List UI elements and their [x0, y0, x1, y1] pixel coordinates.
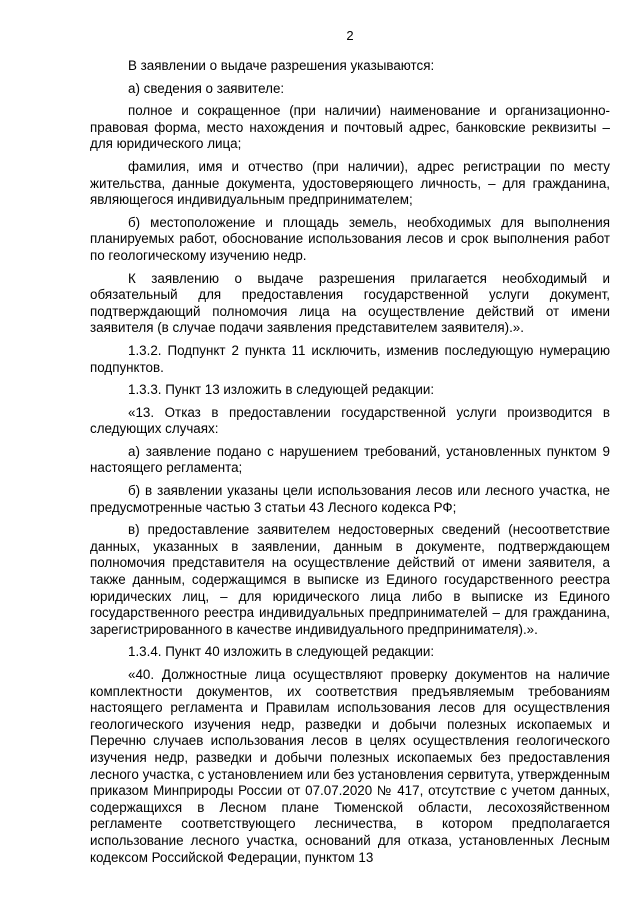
paragraph-refusal-cases: «13. Отказ в предоставлении государственной услуги производится в следующих случаях:	[90, 404, 610, 437]
paragraph-attached-document: К заявлению о выдаче разрешения прилагается необходимый и обязательный для предоставления государственной услуги документ, подтверждающий полномочия лица на осуществление действий от имени заявителя (в случае подачи заявления представителем заявителя).».	[90, 270, 610, 336]
paragraph-location-area: б) местоположение и площадь земель, необходимых для выполнения планируемых работ, обоснование использования лесов и срок выполнения работ по геологическому изучению недр.	[90, 214, 610, 263]
paragraph-refusal-c: в) предоставление заявителем недостоверных сведений (несоответствие данных, указанных в заявлении, данным в документе, подтверждающем полномочия представителя на осуществление действий от имени заявителя, а также данным, содержащимся в выписке из Единого государственного реестра юридических лиц, – для юридического лица либо в выписке из Единого государственного реестра индивидуальных предпринимателей – для гражданина, зарегистрированного в качестве индивидуального предпринимателя).».	[90, 522, 610, 637]
page-number: 2	[346, 28, 354, 43]
paragraph-1-3-2: 1.3.2. Подпункт 2 пункта 11 исключить, изменив последующую нумерацию подпунктов.	[90, 342, 610, 375]
paragraph-refusal-a: а) заявление подано с нарушением требований, установленных пунктом 9 настоящего регламента;	[90, 443, 610, 476]
paragraph-1-3-3: 1.3.3. Пункт 13 изложить в следующей редакции:	[128, 382, 435, 398]
paragraph-1-3-4: 1.3.4. Пункт 40 изложить в следующей редакции:	[128, 644, 435, 660]
paragraph-individual-entrepreneur: фамилия, имя и отчество (при наличии), адрес регистрации по месту жительства, данные документа, удостоверяющего личность, – для гражданина, являющегося индивидуальным предпринимателем;	[90, 158, 610, 208]
paragraph-40: «40. Должностные лица осуществляют проверку документов на наличие комплектности документов, их соответствия предъявляемым требованиям настоящего регламента и Правилам использования лесов для осуществления геологического изучения недр, разведки и добычи полезных ископаемых и Перечню случаев использования лесов в целях осуществления геологического изучения недр, разведки и добычи полезных ископаемых без предоставления лесного участка, с установлением или без установления сервитута, утвержденным приказом Минприроды России от 07.07.2020 № 417, отсутствие с учетом данных, содержащихся в Лесном плане Тюменской области, лесохозяйственном регламенте соответствующего лесничества, в котором предполагается использование лесного участка, оснований для отказа, установленных Лесным кодексом Российской Федерации, пунктом 13	[90, 667, 610, 865]
paragraph-refusal-b: б) в заявлении указаны цели использования лесов или лесного участка, не предусмотренные частью 3 статьи 43 Лесного кодекса РФ;	[90, 483, 610, 515]
paragraph-application-contents: В заявлении о выдаче разрешения указываются:	[128, 58, 435, 73]
paragraph-legal-entity: полное и сокращенное (при наличии) наименование и организационно-правовая форма, место нахождения и почтовый адрес, банковские реквизиты – для юридического лица;	[90, 103, 610, 152]
paragraph-applicant-info: а) сведения о заявителе:	[128, 80, 285, 96]
